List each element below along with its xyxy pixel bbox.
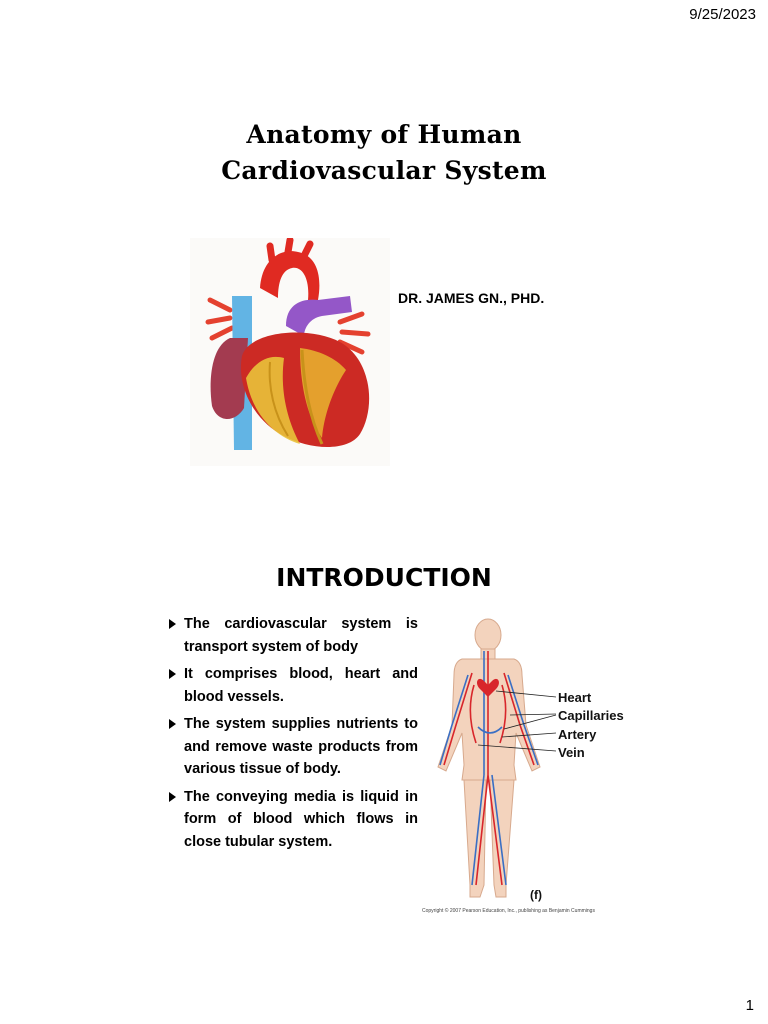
label-heart: Heart xyxy=(558,690,592,705)
list-item xyxy=(166,663,418,708)
bullet-text: The conveying media is liquid in form of blood which flows in close tubular system. xyxy=(184,788,418,850)
bullet-text: It comprises blood, heart and blood vessels. xyxy=(184,666,418,705)
bullet-text: The system supplies nutrients to and remove waste products from various tissue of body. xyxy=(184,716,418,777)
circulatory-system-diagram xyxy=(418,615,638,920)
list-item xyxy=(166,786,418,854)
bullet-arrow-icon xyxy=(169,792,176,802)
bullet-text: The cardiovascular system is transport system of body xyxy=(184,616,418,655)
date-stamp: 9/25/2023 xyxy=(689,6,756,23)
bullet-arrow-icon xyxy=(169,719,176,729)
list-item xyxy=(166,613,418,658)
section-title: INTRODUCTION xyxy=(276,563,492,592)
slide-title xyxy=(0,117,768,189)
bullet-arrow-icon xyxy=(169,669,176,679)
author-name: DR. JAMES GN., PHD. xyxy=(398,290,545,306)
slide-title-line-1: Anatomy of Human xyxy=(246,120,522,149)
list-item xyxy=(166,713,418,781)
label-artery: Artery xyxy=(558,727,597,742)
human-body-silhouette xyxy=(438,619,540,897)
bullet-list xyxy=(166,613,418,858)
copyright-notice: Copyright © 2007 Pearson Education, Inc., publishing as Benjamin Cummings xyxy=(422,908,595,914)
figure-tag: (f) xyxy=(530,888,542,902)
heart-illustration xyxy=(190,238,390,466)
bullet-arrow-icon xyxy=(169,619,176,629)
page-number: 1 xyxy=(745,997,754,1014)
label-capillaries: Capillaries xyxy=(558,708,624,723)
label-vein: Vein xyxy=(558,745,585,760)
slide-title-line-2: Cardiovascular System xyxy=(221,156,547,185)
